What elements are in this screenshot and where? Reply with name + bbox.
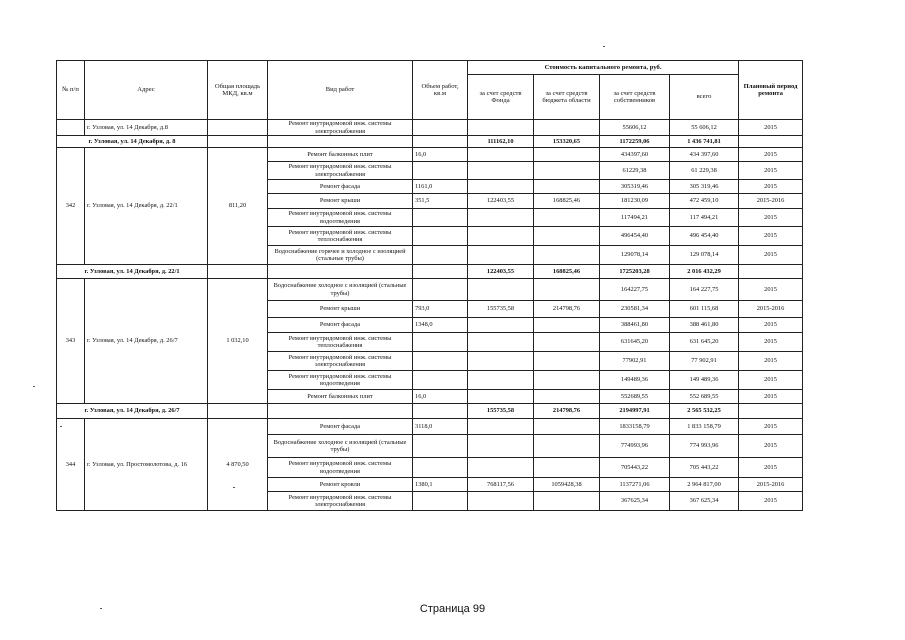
- fund-cell: [468, 180, 534, 194]
- total-address-cell: г. Узловая, ул. 14 Декабря, д. 26/7: [57, 404, 208, 419]
- work-type-cell: Ремонт внутридомовой инж. системы электроснабжения: [268, 120, 413, 136]
- fund-cell: [468, 458, 534, 478]
- total-regional-cell: 168825,46: [534, 265, 600, 279]
- regional-cell: [534, 458, 600, 478]
- header-fund: за счет средств Фонда: [468, 75, 534, 120]
- regional-cell: 1059428,38: [534, 478, 600, 492]
- row-number-cell: 342: [57, 148, 85, 265]
- fund-cell: [468, 390, 534, 404]
- fund-cell: [468, 209, 534, 227]
- header-work-type: Вид работ: [268, 61, 413, 120]
- header-area: Общая площадь МКД, кв.м: [208, 61, 268, 120]
- work-type-cell: Ремонт внутридомовой инж. системы теплоснабжения: [268, 333, 413, 352]
- table-total-row: [57, 404, 803, 419]
- address-cell: г. Узловая, ул. 14 Декабря, д. 26/7: [85, 279, 208, 404]
- total-address-cell: г. Узловая, ул. 14 Декабря, д. 8: [57, 136, 208, 148]
- owners-cell: 305319,46: [600, 180, 670, 194]
- total-cell: 129 078,14: [670, 246, 739, 265]
- row-number-cell: [57, 120, 85, 136]
- work-type-cell: Ремонт внутридомовой инж. системы электроснабжения: [268, 162, 413, 180]
- regional-cell: [534, 227, 600, 246]
- fund-cell: [468, 352, 534, 371]
- total-cell: 496 454,40: [670, 227, 739, 246]
- period-cell: 2015: [739, 390, 803, 404]
- work-type-cell: Ремонт фасада: [268, 419, 413, 435]
- volume-cell: [413, 227, 468, 246]
- volume-cell: [413, 120, 468, 136]
- total-owners-cell: 1725203,28: [600, 265, 670, 279]
- owners-cell: 149489,36: [600, 371, 670, 390]
- regional-cell: [534, 333, 600, 352]
- area-cell: 4 870,50: [208, 419, 268, 511]
- owners-cell: 388461,80: [600, 318, 670, 333]
- total-owners-cell: 1172259,06: [600, 136, 670, 148]
- period-cell: 2015: [739, 180, 803, 194]
- volume-cell: [413, 458, 468, 478]
- owners-cell: 367625,34: [600, 492, 670, 511]
- period-cell: 2015: [739, 120, 803, 136]
- table-body: [57, 120, 803, 511]
- work-type-cell: Водоснабжение горячее и холодное с изоляцией (стальные трубы): [268, 246, 413, 265]
- volume-cell: 1348,0: [413, 318, 468, 333]
- volume-cell: [413, 371, 468, 390]
- volume-cell: 351,5: [413, 194, 468, 209]
- table-total-row: [57, 265, 803, 279]
- header-owners: за счет средств собственников: [600, 75, 670, 120]
- work-type-cell: Ремонт фасада: [268, 318, 413, 333]
- total-cell: 705 443,22: [670, 458, 739, 478]
- volume-cell: 16,0: [413, 148, 468, 162]
- volume-cell: 793,0: [413, 301, 468, 318]
- regional-cell: [534, 209, 600, 227]
- period-cell: 2015: [739, 162, 803, 180]
- fund-cell: 768117,56: [468, 478, 534, 492]
- table-total-row: [57, 136, 803, 148]
- total-period-cell: [739, 136, 803, 148]
- volume-cell: [413, 492, 468, 511]
- volume-cell: 16,0: [413, 390, 468, 404]
- header-cost-group: Стоимость капитального ремонта, руб.: [468, 61, 739, 75]
- work-type-cell: Ремонт внутридомовой инж. системы водоотведения: [268, 209, 413, 227]
- owners-cell: 1137271,06: [600, 478, 670, 492]
- owners-cell: 496454,40: [600, 227, 670, 246]
- total-cell: 149 489,36: [670, 371, 739, 390]
- scan-speck: [33, 386, 35, 387]
- total-sum-cell: 2 016 432,29: [670, 265, 739, 279]
- volume-cell: [413, 279, 468, 301]
- work-type-cell: Ремонт крыши: [268, 301, 413, 318]
- table-row: [57, 279, 803, 301]
- period-cell: 2015: [739, 371, 803, 390]
- scan-speck: [603, 46, 605, 47]
- work-type-cell: Ремонт внутридомовой инж. системы электроснабжения: [268, 352, 413, 371]
- work-type-cell: Ремонт крыши: [268, 194, 413, 209]
- owners-cell: 1833158,79: [600, 419, 670, 435]
- regional-cell: [534, 419, 600, 435]
- work-type-cell: Ремонт фасада: [268, 180, 413, 194]
- owners-cell: 230581,34: [600, 301, 670, 318]
- capital-repair-table: [56, 60, 803, 511]
- owners-cell: 181230,09: [600, 194, 670, 209]
- regional-cell: [534, 435, 600, 458]
- volume-cell: [413, 246, 468, 265]
- total-cell: 164 227,75: [670, 279, 739, 301]
- total-cell: 472 459,10: [670, 194, 739, 209]
- fund-cell: 155735,58: [468, 301, 534, 318]
- table-header: [57, 61, 803, 120]
- total-cell: 1 833 158,79: [670, 419, 739, 435]
- period-cell: 2015: [739, 352, 803, 371]
- regional-cell: [534, 162, 600, 180]
- volume-cell: 3118,0: [413, 419, 468, 435]
- total-cell: 55 606,12: [670, 120, 739, 136]
- total-work-cell: [268, 265, 413, 279]
- volume-cell: [413, 333, 468, 352]
- scan-speck: [100, 608, 102, 609]
- header-period: Плановый период ремонта: [739, 61, 803, 120]
- fund-cell: [468, 279, 534, 301]
- period-cell: 2015-2016: [739, 301, 803, 318]
- period-cell: 2015: [739, 419, 803, 435]
- owners-cell: 705443,22: [600, 458, 670, 478]
- header-address: Адрес: [85, 61, 208, 120]
- total-volume-cell: [413, 404, 468, 419]
- regional-cell: [534, 371, 600, 390]
- owners-cell: 129078,14: [600, 246, 670, 265]
- work-type-cell: Водоснабжение холодное с изоляцией (стальные трубы): [268, 279, 413, 301]
- total-area-cell: [208, 136, 268, 148]
- regional-cell: [534, 492, 600, 511]
- work-type-cell: Ремонт внутридомовой инж. системы электроснабжения: [268, 492, 413, 511]
- regional-cell: 168825,46: [534, 194, 600, 209]
- scan-speck: [233, 487, 235, 488]
- volume-cell: 1161,0: [413, 180, 468, 194]
- total-cell: 2 964 817,00: [670, 478, 739, 492]
- total-cell: 305 319,46: [670, 180, 739, 194]
- work-type-cell: Ремонт внутридомовой инж. системы теплоснабжения: [268, 227, 413, 246]
- fund-cell: [468, 227, 534, 246]
- total-cell: 552 689,55: [670, 390, 739, 404]
- period-cell: 2015: [739, 318, 803, 333]
- period-cell: 2015: [739, 279, 803, 301]
- page-footer: [0, 603, 905, 615]
- regional-cell: [534, 120, 600, 136]
- regional-cell: [534, 246, 600, 265]
- address-cell: г. Узловая, ул. Простомолотова, д. 16: [85, 419, 208, 511]
- regional-cell: [534, 352, 600, 371]
- table-row: [57, 148, 803, 162]
- owners-cell: 552689,55: [600, 390, 670, 404]
- regional-cell: [534, 148, 600, 162]
- work-type-cell: Ремонт балконных плит: [268, 390, 413, 404]
- header-volume: Объем работ, кв.м: [413, 61, 468, 120]
- owners-cell: 164227,75: [600, 279, 670, 301]
- total-cell: 61 229,38: [670, 162, 739, 180]
- total-cell: 601 115,68: [670, 301, 739, 318]
- fund-cell: [468, 419, 534, 435]
- total-period-cell: [739, 265, 803, 279]
- total-cell: 77 902,91: [670, 352, 739, 371]
- work-type-cell: Водоснабжение холодное с изоляцией (стальные трубы): [268, 435, 413, 458]
- area-cell: 811,20: [208, 148, 268, 265]
- volume-cell: 1380,1: [413, 478, 468, 492]
- period-cell: 2015: [739, 492, 803, 511]
- owners-cell: 61229,38: [600, 162, 670, 180]
- total-work-cell: [268, 136, 413, 148]
- period-cell: 2015: [739, 333, 803, 352]
- owners-cell: 631645,20: [600, 333, 670, 352]
- regional-cell: [534, 390, 600, 404]
- fund-cell: [468, 492, 534, 511]
- fund-cell: [468, 435, 534, 458]
- fund-cell: [468, 246, 534, 265]
- period-cell: 2015: [739, 435, 803, 458]
- total-cell: 434 397,60: [670, 148, 739, 162]
- owners-cell: 434397,60: [600, 148, 670, 162]
- work-type-cell: Ремонт внутридомовой инж. системы водоотведения: [268, 458, 413, 478]
- fund-cell: [468, 333, 534, 352]
- total-volume-cell: [413, 136, 468, 148]
- address-cell: г. Узловая, ул. 14 Декабря, д. 22/1: [85, 148, 208, 265]
- fund-cell: [468, 120, 534, 136]
- fund-cell: [468, 318, 534, 333]
- work-type-cell: Ремонт внутридомовой инж. системы водоотведения: [268, 371, 413, 390]
- regional-cell: [534, 279, 600, 301]
- owners-cell: 77902,91: [600, 352, 670, 371]
- total-fund-cell: 111162,10: [468, 136, 534, 148]
- table-row: [57, 419, 803, 435]
- row-number-cell: 344: [57, 419, 85, 511]
- volume-cell: [413, 162, 468, 180]
- total-sum-cell: 1 436 741,81: [670, 136, 739, 148]
- period-cell: 2015: [739, 209, 803, 227]
- total-volume-cell: [413, 265, 468, 279]
- total-cell: 388 461,80: [670, 318, 739, 333]
- regional-cell: 214798,76: [534, 301, 600, 318]
- total-work-cell: [268, 404, 413, 419]
- total-regional-cell: 214798,76: [534, 404, 600, 419]
- owners-cell: 117494,21: [600, 209, 670, 227]
- fund-cell: 122403,55: [468, 194, 534, 209]
- area-cell: 1 032,10: [208, 279, 268, 404]
- period-cell: 2015: [739, 227, 803, 246]
- total-sum-cell: 2 565 532,25: [670, 404, 739, 419]
- period-cell: 2015-2016: [739, 194, 803, 209]
- fund-cell: [468, 162, 534, 180]
- period-cell: 2015: [739, 246, 803, 265]
- volume-cell: [413, 209, 468, 227]
- total-area-cell: [208, 404, 268, 419]
- fund-cell: [468, 148, 534, 162]
- owners-cell: 55606,12: [600, 120, 670, 136]
- regional-cell: [534, 318, 600, 333]
- total-cell: 117 494,21: [670, 209, 739, 227]
- row-number-cell: 343: [57, 279, 85, 404]
- total-period-cell: [739, 404, 803, 419]
- total-regional-cell: 153320,65: [534, 136, 600, 148]
- total-cell: 367 625,34: [670, 492, 739, 511]
- owners-cell: 774993,96: [600, 435, 670, 458]
- work-type-cell: Ремонт кровли: [268, 478, 413, 492]
- total-owners-cell: 2194997,91: [600, 404, 670, 419]
- table-row: [57, 120, 803, 136]
- capital-repair-table-sheet: [56, 60, 802, 511]
- volume-cell: [413, 352, 468, 371]
- area-cell: [208, 120, 268, 136]
- header-num: № п/п: [57, 61, 85, 120]
- total-cell: 631 645,20: [670, 333, 739, 352]
- address-cell: г. Узловая, ул. 14 Декабря, д.8: [85, 120, 208, 136]
- total-area-cell: [208, 265, 268, 279]
- volume-cell: [413, 435, 468, 458]
- total-address-cell: г. Узловая, ул. 14 Декабря, д. 22/1: [57, 265, 208, 279]
- work-type-cell: Ремонт балконных плит: [268, 148, 413, 162]
- total-cell: 774 993,96: [670, 435, 739, 458]
- total-fund-cell: 122403,55: [468, 265, 534, 279]
- scan-speck: [60, 426, 62, 427]
- regional-cell: [534, 180, 600, 194]
- period-cell: 2015: [739, 148, 803, 162]
- period-cell: 2015: [739, 458, 803, 478]
- header-total: всего: [670, 75, 739, 120]
- page-number-label: Страница 99: [419, 603, 486, 615]
- fund-cell: [468, 371, 534, 390]
- header-regional: за счет средств бюджета области: [534, 75, 600, 120]
- total-fund-cell: 155735,58: [468, 404, 534, 419]
- period-cell: 2015-2016: [739, 478, 803, 492]
